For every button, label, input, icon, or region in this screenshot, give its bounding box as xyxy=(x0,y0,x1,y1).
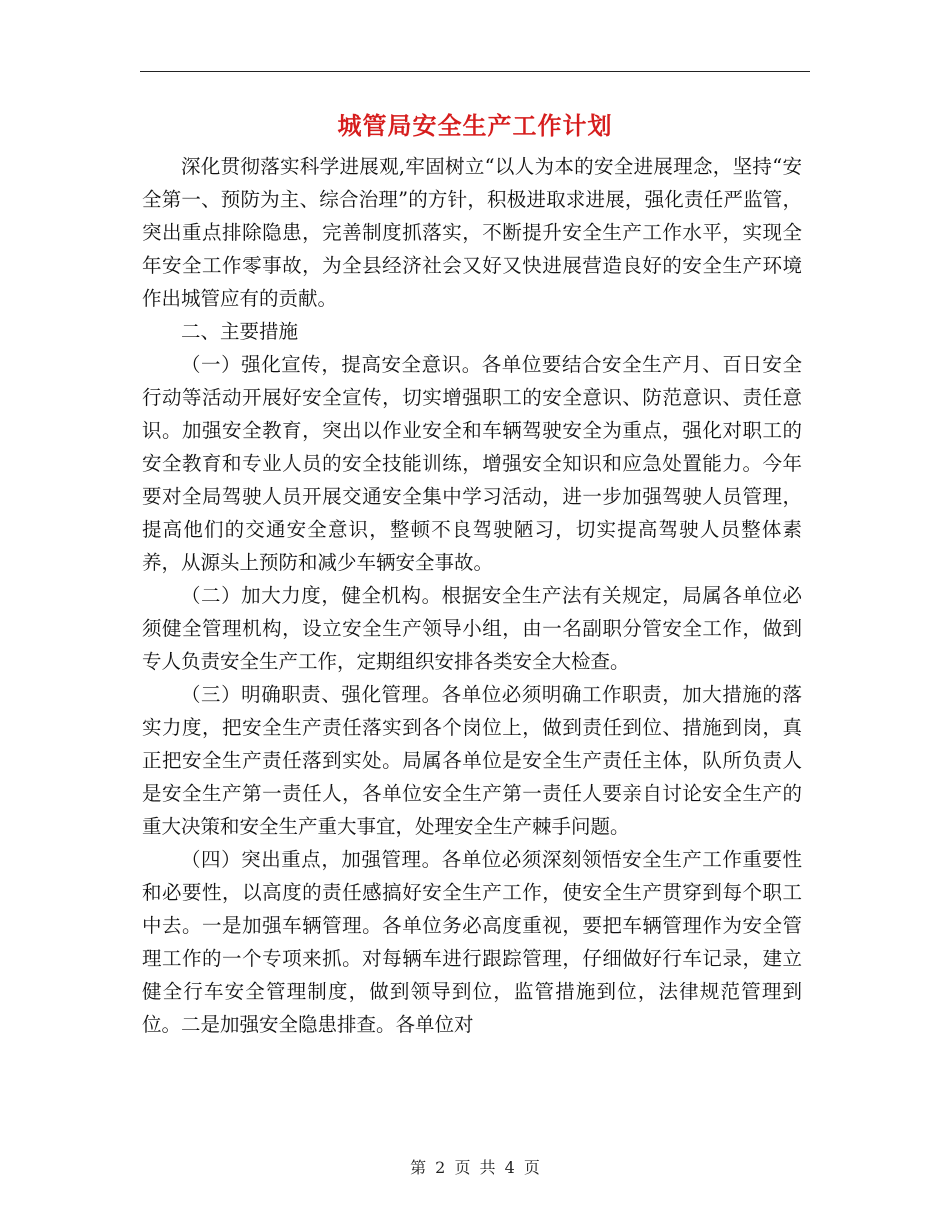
document-title: 城管局安全生产工作计划 xyxy=(337,111,613,140)
document-body xyxy=(142,150,802,1041)
header-rule xyxy=(140,71,810,72)
page-footer: 第 2 页 共 4 页 xyxy=(410,1158,540,1177)
paragraph-intro: 深化贯彻落实科学进展观,牢固树立“以人为本的安全进展理念，坚持“安全第一、预防为主、综合治理”的方针，积极进取求进展，强化责任严监管，突出重点排除隐患，完善制度抓落实，不断提升安全生产工作水平，实现全年安全工作零事故，为全县经济社会又好又快进展营造良好的安全生产环境作出城管应有的贡献。 xyxy=(142,155,802,310)
paragraph-measure-3: （三）明确职责、强化管理。各单位必须明确工作职责，加大措施的落实力度，把安全生产责任落实到各个岗位上，做到责任到位、措施到岗，真正把安全生产责任落到实处。局属各单位是安全生产责任主体，队所负责人是安全生产第一责任人，各单位安全生产第一责任人要亲自讨论安全生产的重大决策和安全生产重大事宜，处理安全生产棘手问题。 xyxy=(142,683,802,838)
section-heading: 二、主要措施 xyxy=(181,320,299,343)
paragraph-measure-2: （二）加大力度，健全机构。根据安全生产法有关规定，局属各单位必须健全管理机构，设立安全生产领导小组，由一名副职分管安全工作，做到专人负责安全生产工作，定期组织安排各类安全大检查。 xyxy=(142,584,802,673)
paragraph-measure-1: （一）强化宣传，提高安全意识。各单位要结合安全生产月、百日安全行动等活动开展好安全宣传，切实增强职工的安全意识、防范意识、责任意识。加强安全教育，突出以作业安全和车辆驾驶安全为重点，强化对职工的安全教育和专业人员的安全技能训练，增强安全知识和应急处置能力。今年要对全局驾驶人员开展交通安全集中学习活动，进一步加强驾驶人员管理，提高他们的交通安全意识，整顿不良驾驶陋习，切实提高驾驶人员整体素养，从源头上预防和减少车辆安全事故。 xyxy=(142,353,802,574)
paragraph-measure-4: （四）突出重点，加强管理。各单位必须深刻领悟安全生产工作重要性和必要性，以高度的责任感搞好安全生产工作，使安全生产贯穿到每个职工中去。一是加强车辆管理。各单位务必高度重视，要把车辆管理作为安全管理工作的一个专项来抓。对每辆车进行跟踪管理，仔细做好行车记录，建立健全行车安全管理制度，做到领导到位，监管措施到位，法律规范管理到位。二是加强安全隐患排查。各单位对 xyxy=(142,848,802,1036)
